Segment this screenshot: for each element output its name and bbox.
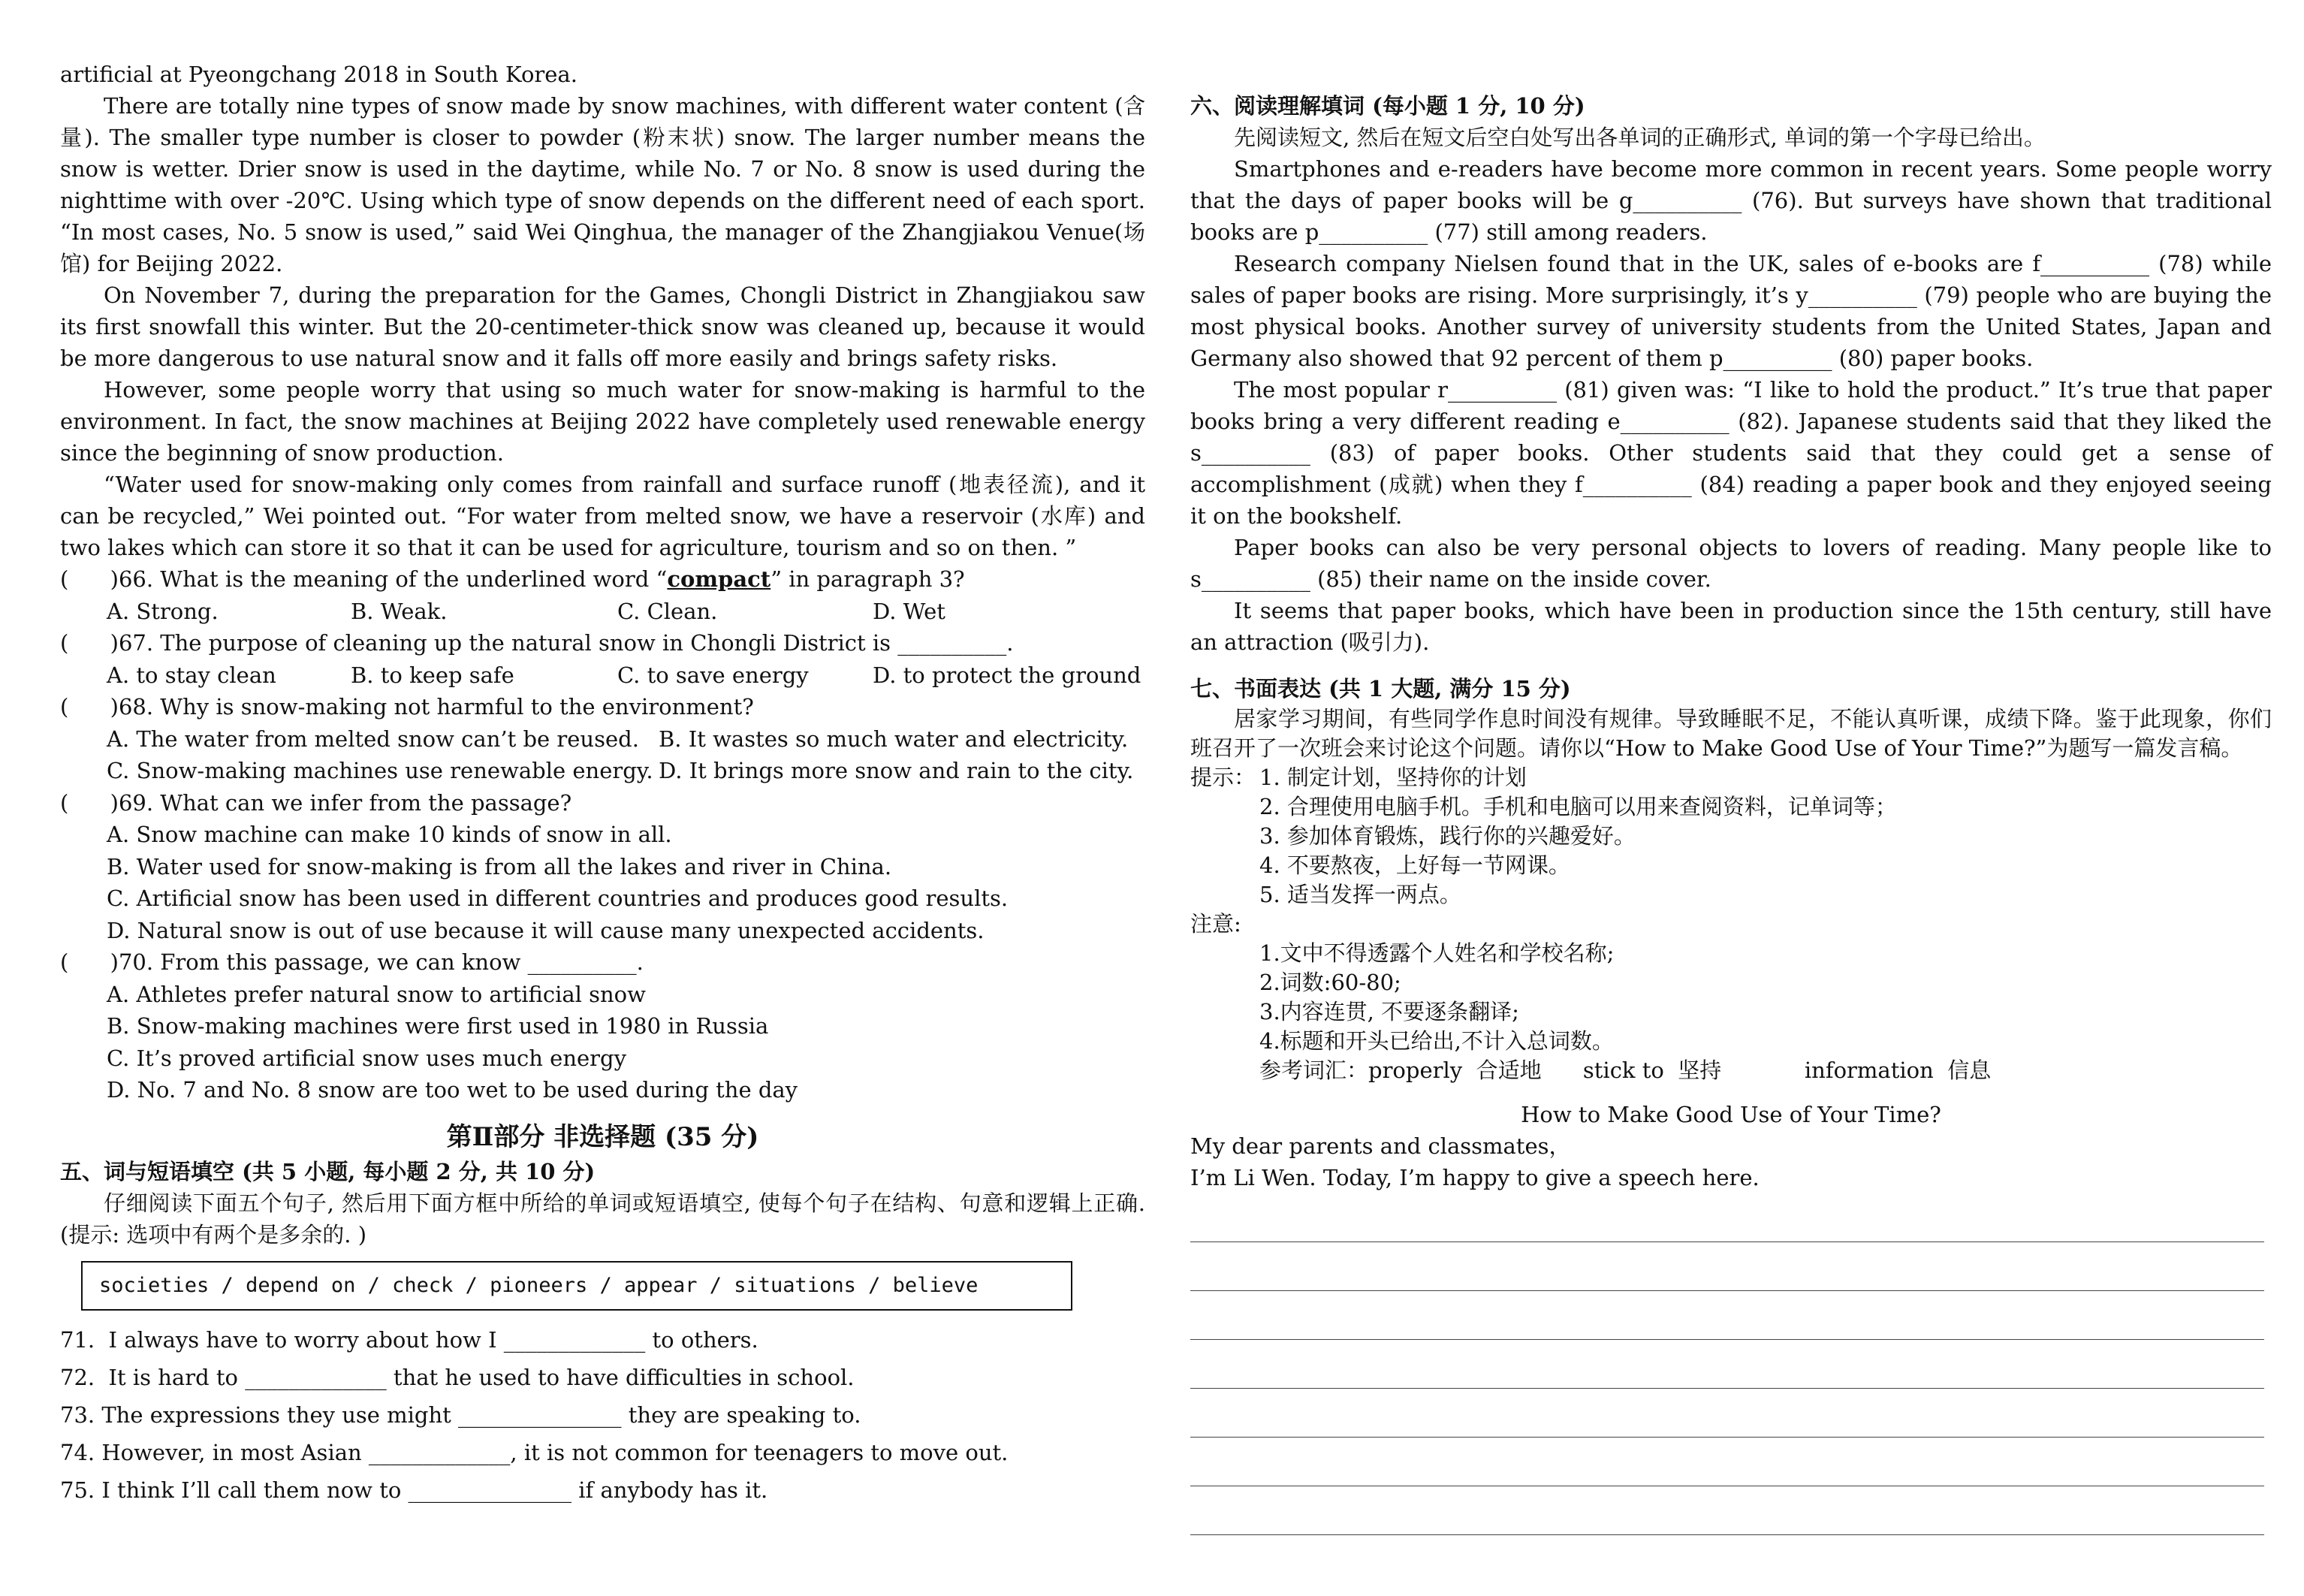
tip-2: 2. 合理使用电脑手机。手机和电脑可以用来查阅资料，记单词等； (1259, 794, 1897, 819)
passage-paragraph-5: “Water used for snow-making only comes from rainfall and surface runoff (地表径流), and it can be recycled,” Wei pointed out. “For water from melted snow, we have a reservoir (水库) and two lakes which can store it so that it can be used for agriculture, tourism and so on then. ” (60, 472, 1145, 560)
writing-line[interactable] (1190, 1486, 2264, 1535)
notes-block (1190, 910, 2272, 1085)
cloze-paragraph-4: Paper books can also be very personal objects to lovers of reading. Many people like to s__________ (85) their name on the inside cover. (1190, 535, 2272, 592)
cloze-paragraph-2: Research company Nielsen found that in the UK, sales of e-books are f__________ (78) while sales of paper books are rising. More surprisingly, it’s y__________ (79) people who are buying the most physical books. Another survey of university students from the United States, Japan and Germany also showed that 92 percent of them p__________ (80) paper books. (1190, 251, 2272, 371)
section-5-instruction: 仔细阅读下面五个句子, 然后用下面方框中所给的单词或短语填空, 使每个句子在结构、句意和逻辑上正确. (提示: 选项中有两个是多余的. ) (60, 1190, 1145, 1248)
blank-71: 71. I always have to worry about how I _____________ to others. (60, 1326, 758, 1353)
question-70 (60, 946, 1145, 1106)
notes-label: 注意: (1190, 911, 1241, 937)
option-a: A. Snow machine can make 10 kinds of snow in all. (107, 822, 672, 847)
right-column (1190, 90, 2272, 1535)
option-d: D. It brings more snow and rain to the city. (659, 758, 1134, 783)
option-b: B. Snow-making machines were first used in 1980 in Russia (107, 1013, 769, 1039)
note-2: 2.词数:60-80; (1259, 970, 1401, 995)
tip-5: 5. 适当发挥一两点。 (1259, 882, 1461, 907)
option-b: B. to keep safe (351, 662, 514, 688)
writing-line[interactable] (1190, 1242, 2264, 1291)
essay-greeting: My dear parents and classmates， (1190, 1133, 1571, 1159)
passage-paragraph-2: There are totally nine types of snow made by snow machines, with different water content (含量). The smaller type number is closer to powder (粉末状) snow. The larger number means the snow is wetter. Drier snow is used in the daytime, while No. 7 or No. 8 snow is used during the nighttime with over -20℃. Using which type of snow depends on the different need of each sport. “In most cases, No. 5 snow is used,” said Wei Qinghua, the manager of the Zhangjiakou Venue(场馆) for Beijing 2022. (60, 93, 1145, 276)
option-d: D. Wet (873, 598, 945, 624)
option-c: C. to save energy (617, 662, 809, 688)
essay-opening: I’m Li Wen. Today, I’m happy to give a speech here. (1190, 1165, 1760, 1190)
writing-line[interactable] (1190, 1340, 2264, 1389)
passage-paragraph-3: On November 7, during the preparation for the Games, Chongli District in Zhangjiakou saw its first snowfall this winter. But the 20-centimeter-thick snow was cleaned up, because it would be more dangerous to use natural snow and it falls off more easily and brings safety risks. (60, 282, 1145, 371)
cloze-paragraph-1: Smartphones and e-readers have become more common in recent years. Some people worry that the days of paper books will be g__________ (76). But surveys have shown that traditional books are p__________ (77) still among readers. (1190, 156, 2272, 245)
word-box: societies / depend on / check / pioneers / appear / situations / believe (81, 1261, 1072, 1311)
note-1: 1.文中不得透露个人姓名和学校名称; (1259, 940, 1615, 966)
section-6-title: 六、阅读理解填词 (每小题 1 分, 10 分) (1190, 93, 1585, 119)
question-69-stem: ( )69. What can we infer from the passage? (60, 789, 572, 816)
question-68 (60, 691, 1145, 787)
option-b: B. It wastes so much water and electricity. (659, 726, 1129, 752)
option-a: A. The water from melted snow can’t be reused. (107, 726, 639, 752)
option-b: B. Weak. (351, 598, 448, 624)
tip-3: 3. 参加体育锻炼，践行你的兴趣爱好。 (1259, 823, 1636, 849)
writing-line[interactable] (1190, 1438, 2264, 1486)
question-66-stem (60, 563, 1145, 596)
option-d: D. Natural snow is out of use because it will cause many unexpected accidents. (107, 917, 985, 943)
question-67-stem: ( )67. The purpose of cleaning up the natural snow in Chongli District is __________. (60, 630, 1014, 656)
writing-line[interactable] (1190, 1193, 2264, 1242)
question-68-options-ab (107, 723, 1145, 756)
question-68-stem: ( )68. Why is snow-making not harmful to the environment? (60, 694, 754, 720)
writing-line[interactable] (1190, 1291, 2264, 1340)
question-66 (60, 563, 1145, 627)
question-66-prefix: ( )66. What is the meaning of the underlined word “ (60, 566, 668, 592)
question-68-options-cd (107, 755, 1145, 787)
note-3: 3.内容连贯, 不要逐条翻译; (1259, 999, 1519, 1024)
tip-1: 1. 制定计划，坚持你的计划 (1259, 765, 1527, 790)
vocab-list: 参考词汇：properly 合适地 stick to 坚持 information 信息 (1259, 1057, 1992, 1083)
option-c: C. Artificial snow has been used in different countries and produces good results. (107, 885, 1009, 911)
section-6-instruction: 先阅读短文, 然后在短文后空白处写出各单词的正确形式, 单词的第一个字母已给出。 (1234, 125, 2046, 150)
left-column (60, 59, 1145, 1509)
question-66-suffix: ” in paragraph 3? (771, 566, 965, 592)
part-2-title: 第Ⅱ部分 非选择题 (35 分) (446, 1121, 759, 1152)
section-5-title: 五、词与短语填空 (共 5 小题, 每小题 2 分, 共 10 分) (60, 1158, 596, 1184)
writing-area[interactable] (1190, 1193, 2272, 1535)
cloze-paragraph-3: The most popular r__________ (81) given was: “I like to hold the product.” It’s true that paper books bring a very different reading e__________ (82). Japanese students said that they liked the s__________ (83) of paper books. Other students said that they could get a sense of accomplishment (成就) when they f__________ (84) reading a paper book and they enjoyed seeing it on the bookshelf. (1190, 377, 2272, 529)
blank-73: 73. The expressions they use might _______________ they are speaking to. (60, 1401, 861, 1428)
option-d: D. No. 7 and No. 8 snow are too wet to be used during the day (107, 1077, 798, 1103)
option-c: C. It’s proved artificial snow uses much energy (107, 1045, 626, 1071)
essay-title: How to Make Good Use of Your Time? (1521, 1102, 1941, 1127)
option-d: D. to protect the ground (873, 662, 1141, 688)
section-7-intro: 居家学习期间，有些同学作息时间没有规律。导致睡眠不足，不能认真听课，成绩下降。鉴于此现象，你们班召开了一次班会来讨论这个问题。请你以“How to Make Good Use of Your Time?”为题写一篇发言稿。 (1190, 706, 2272, 761)
blank-75: 75. I think I’ll call them now to _______________ if anybody has it. (60, 1477, 768, 1503)
tip-4: 4. 不要熬夜，上好每一节网课。 (1259, 852, 1570, 878)
question-69 (60, 787, 1145, 947)
section-7-title: 七、书面表达 (共 1 大题, 满分 15 分) (1190, 676, 1571, 701)
note-4: 4.标题和开头已给出,不计入总词数。 (1259, 1028, 1614, 1054)
option-a: A. Strong. (107, 598, 219, 624)
option-a: A. to stay clean (107, 662, 276, 688)
option-c: C. Snow-making machines use renewable energy. (107, 758, 653, 783)
tips-label: 提示： (1190, 765, 1256, 790)
question-70-stem: ( )70. From this passage, we can know __________. (60, 949, 644, 975)
blank-72: 72. It is hard to _____________ that he used to have difficulties in school. (60, 1364, 855, 1390)
question-66-options (107, 596, 1145, 628)
question-67 (60, 627, 1145, 691)
option-a: A. Athletes prefer natural snow to artificial snow (107, 981, 646, 1007)
writing-line[interactable] (1190, 1389, 2264, 1438)
option-b: B. Water used for snow-making is from all the lakes and river in China. (107, 853, 892, 879)
question-67-options (107, 659, 1145, 692)
passage-paragraph-4: However, some people worry that using so much water for snow-making is harmful to the environment. In fact, the snow machines at Beijing 2022 have completely used renewable energy since the beginning of snow production. (60, 377, 1145, 466)
blank-74: 74. However, in most Asian _____________, it is not common for teenagers to move out. (60, 1439, 1009, 1465)
passage-paragraph-1: artificial at Pyeongchang 2018 in South Korea. (60, 62, 578, 87)
cloze-paragraph-5: It seems that paper books, which have been in production since the 15th century, still have an attraction (吸引力). (1190, 598, 2272, 655)
tips-block (1190, 763, 2272, 910)
option-c: C. Clean. (617, 598, 718, 624)
underlined-word: compact (667, 566, 771, 592)
